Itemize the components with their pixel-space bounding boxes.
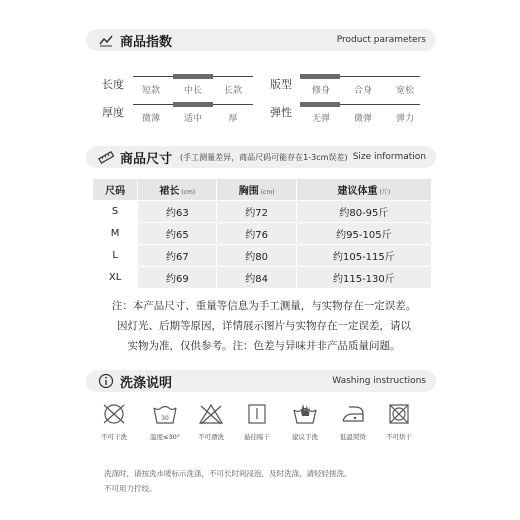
table-row [93, 267, 432, 289]
washing-instructions-text [104, 466, 434, 496]
wash-label: 不可漂洗 [198, 433, 224, 441]
no-bleach-icon [197, 402, 225, 426]
wash-item-no-bleach [186, 402, 236, 441]
table-cell: 约95-105斤 [296, 223, 431, 245]
wash-temp-icon [151, 402, 179, 426]
size-table [92, 178, 432, 289]
param-opt-thickness-1: 适中 [183, 114, 202, 124]
size-disclaimer-line: 因灯光、后期等原因，详情展示图片与实物存在一定误差，请以 [117, 320, 411, 332]
washing-eng-title: Washing instructions [332, 376, 426, 386]
svg-text:30: 30 [161, 415, 169, 422]
param-label-elasticity: 弹性 [270, 106, 292, 119]
table-cell: S [93, 201, 138, 223]
wash-item-temp [140, 402, 190, 441]
size-eng-title: Size information [352, 152, 426, 162]
ruler-icon [98, 149, 114, 165]
param-opt-length-0: 短款 [141, 86, 160, 96]
size-header-cell: 建议体重 (斤) [296, 179, 431, 201]
washing-line: 不可用力拧绞。 [104, 484, 157, 493]
washing-header [86, 370, 436, 392]
wash-label: 建议手洗 [292, 433, 318, 441]
table-cell: M [93, 223, 138, 245]
size-disclaimer-line: 实物为准，仅供参考。注：色差与异味并非产品质量问题。 [127, 340, 401, 352]
param-opt-fit-2: 宽松 [395, 86, 414, 96]
table-cell: 约84 [217, 267, 296, 289]
table-cell: 约80 [217, 245, 296, 267]
param-label-length: 长度 [102, 78, 124, 91]
param-mark-length [173, 74, 213, 79]
wash-label: 温度≤30° [150, 433, 180, 441]
table-cell: 约69 [138, 267, 217, 289]
table-row [93, 201, 432, 223]
hang-dry-icon [243, 402, 271, 426]
wash-item-low-iron [328, 402, 378, 441]
table-cell: L [93, 245, 138, 267]
table-cell: 约67 [138, 245, 217, 267]
size-header [86, 146, 436, 168]
size-disclaimer-line: 注：本产品尺寸、重量等信息为手工测量，与实物存在一定误差。 [111, 300, 417, 312]
table-row [93, 223, 432, 245]
param-opt-fit-0: 修身 [311, 86, 330, 96]
size-disclaimer [78, 296, 450, 356]
table-cell: 约105-115斤 [296, 245, 431, 267]
wash-label: 悬挂晾干 [244, 433, 270, 441]
param-opt-elasticity-2: 弹力 [395, 114, 414, 124]
wash-item-no-tumble-dry [374, 402, 424, 441]
param-label-thickness: 厚度 [102, 106, 124, 119]
param-mark-fit [300, 74, 340, 79]
param-opt-fit-1: 合身 [353, 86, 372, 96]
table-cell: 约65 [138, 223, 217, 245]
table-cell: XL [93, 267, 138, 289]
params-header [86, 29, 436, 51]
wash-item-hang-dry [232, 402, 282, 441]
size-header-cell: 尺码 [93, 179, 138, 201]
params-eng-title: Product parameters [336, 35, 426, 45]
size-measure-note: (手工测量差异，商品尺码可能存在1-3cm误差) [180, 152, 348, 162]
trend-icon [98, 32, 114, 48]
param-opt-elasticity-0: 无弹 [311, 114, 330, 124]
no-dry-clean-icon [100, 402, 128, 426]
low-iron-icon [339, 402, 367, 426]
washing-title: 洗涤说明 [120, 375, 173, 391]
table-row [93, 245, 432, 267]
washing-line: 洗涤时，请按洗水唛标示洗涤，不可长时间浸泡，及时洗涤，请轻轻搓洗， [104, 469, 352, 478]
no-tumble-dry-icon [385, 402, 413, 426]
size-title: 商品尺寸 [120, 151, 173, 167]
hand-wash-icon [291, 402, 319, 426]
wash-item-hand-wash [280, 402, 330, 441]
wash-label: 不可干洗 [101, 433, 127, 441]
table-cell: 约80-95斤 [296, 201, 431, 223]
size-header-unit: (cm) [181, 189, 196, 196]
table-cell: 约72 [217, 201, 296, 223]
param-opt-elasticity-1: 微弹 [353, 114, 372, 124]
size-header-cell: 胸围 (cm) [217, 179, 296, 201]
param-label-fit: 版型 [270, 78, 292, 91]
wash-label: 低温熨烫 [340, 433, 366, 441]
size-header-unit: (斤) [379, 189, 391, 196]
info-circle-icon [98, 373, 114, 389]
wash-label: 不可烘干 [386, 433, 412, 441]
param-opt-thickness-0: 微薄 [141, 114, 160, 124]
param-opt-length-1: 中长 [183, 86, 202, 96]
size-header-unit: (cm) [260, 189, 275, 196]
size-header-cell: 裙长 (cm) [138, 179, 217, 201]
table-cell: 约76 [217, 223, 296, 245]
params-title: 商品指数 [120, 34, 173, 50]
size-table-header-row [93, 179, 432, 201]
param-mark-elasticity [300, 102, 340, 107]
param-opt-length-2: 长款 [223, 86, 242, 96]
param-opt-thickness-2: 厚 [228, 114, 238, 124]
table-cell: 约63 [138, 201, 217, 223]
table-cell: 约115-130斤 [296, 267, 431, 289]
param-mark-thickness [173, 102, 213, 107]
wash-item-no-dry-clean [89, 402, 139, 441]
